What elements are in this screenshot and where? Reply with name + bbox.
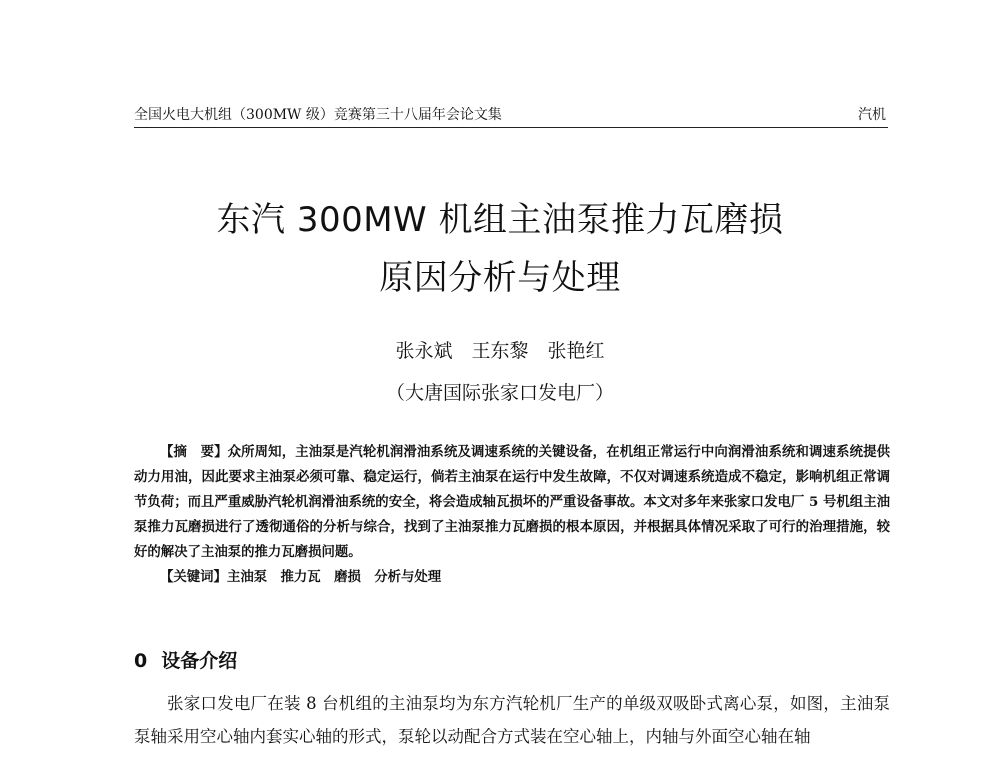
keywords-text: 主油泵 推力瓦 磨损 分析与处理 [226, 569, 442, 585]
authors: 张永斌 王东黎 张艳红 [395, 340, 605, 362]
abstract-label: 【摘 要】 [160, 444, 228, 460]
affiliation: （大唐国际张家口发电厂） [385, 382, 614, 404]
abstract-paragraph [134, 440, 890, 565]
body-paragraph: 张家口发电厂在装 8 台机组的主油泵均为东方汽轮机厂生产的单级双吸卧式离心泵，如图，主油泵泵轴采用空心轴内套实心轴的形式，泵轮以动配合方式装在空心轴上，内轴与外面空心轴在轴 [134, 694, 890, 746]
abstract-block [134, 440, 890, 590]
section-number: 0 [134, 650, 148, 672]
running-header-right: 汽机 [858, 107, 886, 123]
section-heading [134, 646, 237, 673]
keywords-line [134, 565, 890, 590]
running-header-left: 全国火电大机组（300MW 级）竞赛第三十八届年会论文集 [134, 107, 502, 123]
abstract-text: 众所周知，主油泵是汽轮机润滑油系统及调速系统的关键设备，在机组正常运行中向润滑油系统和调速系统提供动力用油，因此要求主油泵必须可靠、稳定运行，倘若主油泵在运行中发生故障，不仅对调速系统造成不稳定，影响机组正常调节负荷；而且严重威胁汽轮机润滑油系统的安全，将会造成轴瓦损坏的严重设备事故。本文对多年来张家口发电厂 5 号机组主油泵推力瓦磨损进行了透彻通俗的分析与综合，找到了主油泵推力瓦磨损的根本原因，并根据具体情况采取了可行的治理措施，较好的解决了主油泵的推力瓦磨损问题。 [134, 444, 891, 560]
paper-title-line1: 东汽 300MW 机组主油泵推力瓦磨损 [216, 200, 784, 240]
section-title: 设备介绍 [161, 650, 238, 672]
body-text [134, 687, 890, 753]
header-divider [134, 127, 888, 128]
paper-title-line2: 原因分析与处理 [379, 258, 621, 298]
keywords-label: 【关键词】 [160, 569, 227, 585]
